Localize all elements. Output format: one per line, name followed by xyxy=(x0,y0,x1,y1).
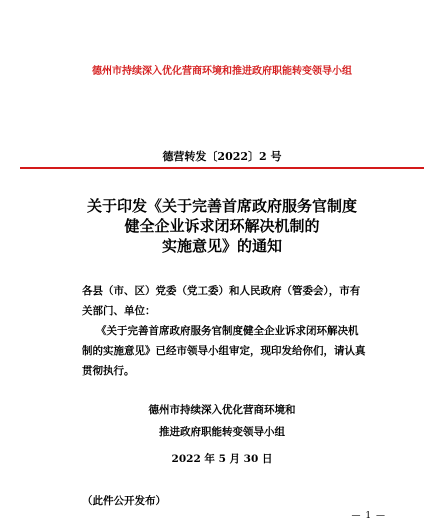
addressee-line: 关部门、单位： xyxy=(82,305,156,317)
addressee-line: 各县（市、区）党委（党工委）和人民政府（管委会），市有 xyxy=(82,285,361,297)
title-line: 健全企业诉求闭环解决机制的 xyxy=(124,217,320,235)
addressee xyxy=(82,281,382,321)
signature-line: 推进政府职能转变领导小组 xyxy=(159,426,285,438)
document-number: 德营转发〔2022〕2 号 xyxy=(162,150,282,163)
issuer-header: 德州市持续深入优化营商环境和推进政府职能转变领导小组 xyxy=(92,66,352,77)
signature-date: 2022 年 5 月 30 日 xyxy=(171,453,273,465)
title-line: 关于印发《关于完善首席政府服务官制度 xyxy=(86,197,357,215)
red-divider xyxy=(20,167,424,169)
signature-line: 德州市持续深入优化营商环境和 xyxy=(148,404,296,416)
paragraph-line: 贯彻执行。 xyxy=(82,365,135,377)
body-paragraph xyxy=(82,321,382,381)
publication-note: （此件公开发布） xyxy=(82,495,166,507)
document-title xyxy=(0,196,444,256)
title-line: 实施意见》的通知 xyxy=(161,237,282,255)
paragraph-line: 《关于完善首席政府服务官制度健全企业诉求闭环解决机 xyxy=(96,325,359,337)
page-number: — 1 — xyxy=(351,511,386,521)
paragraph-line: 制的实施意见》已经市领导小组审定，现印发给你们，请认真 xyxy=(82,345,366,357)
